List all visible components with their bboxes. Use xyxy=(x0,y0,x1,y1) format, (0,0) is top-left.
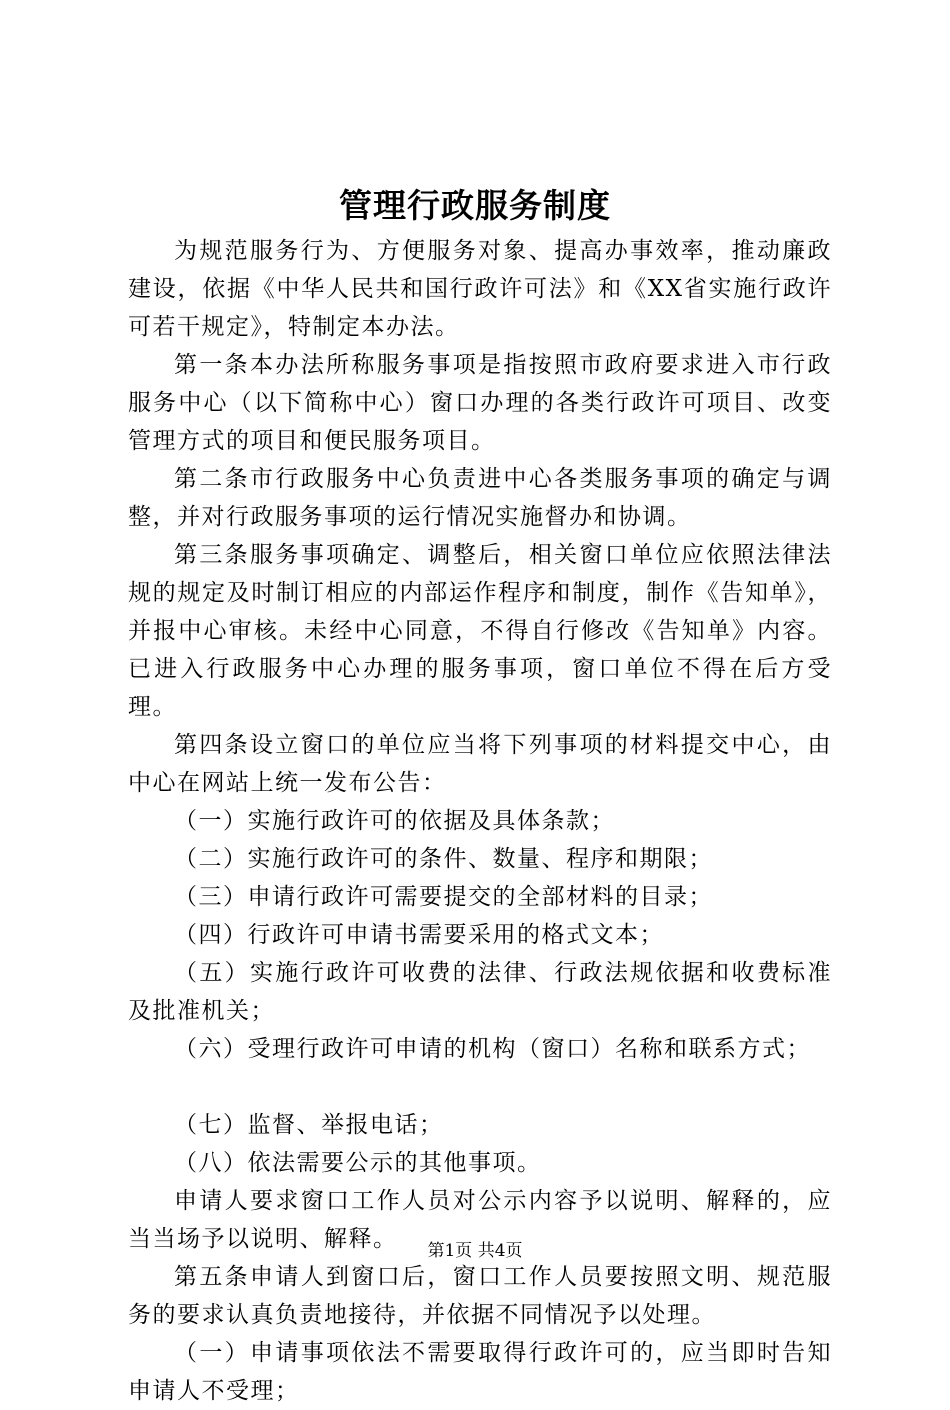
paragraph-article-2: 第二条市行政服务中心负责进中心各类服务事项的确定与调整，并对行政服务事项的运行情况实施督办和协调。 xyxy=(128,466,832,530)
document-body xyxy=(128,232,832,1410)
list-item-4-7: （七）监督、举报电话； xyxy=(174,1112,444,1138)
paragraph-explanation: 申请人要求窗口工作人员对公示内容予以说明、解释的，应当当场予以说明、解释。 xyxy=(128,1188,832,1252)
paragraph-preamble: 为规范服务行为、方便服务对象、提高办事效率，推动廉政建设，依据《中华人民共和国行政许可法》和《XX省实施行政许可若干规定》，特制定本办法。 xyxy=(128,238,832,340)
paragraph-article-4: 第四条设立窗口的单位应当将下列事项的材料提交中心，由中心在网站上统一发布公告： xyxy=(128,732,832,796)
paragraph-article-5: 第五条申请人到窗口后，窗口工作人员要按照文明、规范服务的要求认真负责地接待，并依据不同情况予以处理。 xyxy=(128,1264,832,1328)
paragraph-article-3: 第三条服务事项确定、调整后，相关窗口单位应依照法律法规的规定及时制订相应的内部运作程序和制度，制作《告知单》，并报中心审核。未经中心同意，不得自行修改《告知单》内容。已进入行政服务中心办理的服务事项，窗口单位不得在后方受理。 xyxy=(128,542,832,720)
list-item-4-2: （二）实施行政许可的条件、数量、程序和期限； xyxy=(174,846,713,872)
page-number-footer: 第1页 共4页 xyxy=(427,1241,523,1261)
document-title: 管理行政服务制度 xyxy=(339,186,611,225)
list-item-4-6: （六）受理行政许可申请的机构（窗口）名称和联系方式； xyxy=(174,1036,811,1062)
list-item-4-5: （五）实施行政许可收费的法律、行政法规依据和收费标准及批准机关； xyxy=(128,960,832,1024)
list-item-4-8: （八）依法需要公示的其他事项。 xyxy=(174,1150,542,1176)
list-item-4-3: （三）申请行政许可需要提交的全部材料的目录； xyxy=(174,884,713,910)
list-item-4-1: （一）实施行政许可的依据及具体条款； xyxy=(174,808,615,834)
list-item-4-4: （四）行政许可申请书需要采用的格式文本； xyxy=(174,922,664,948)
paragraph-article-1: 第一条本办法所称服务事项是指按照市政府要求进入市行政服务中心（以下简称中心）窗口办理的各类行政许可项目、改变管理方式的项目和便民服务项目。 xyxy=(128,352,832,454)
list-item-5-1: （一）申请事项依法不需要取得行政许可的，应当即时告知申请人不受理； xyxy=(128,1340,832,1404)
